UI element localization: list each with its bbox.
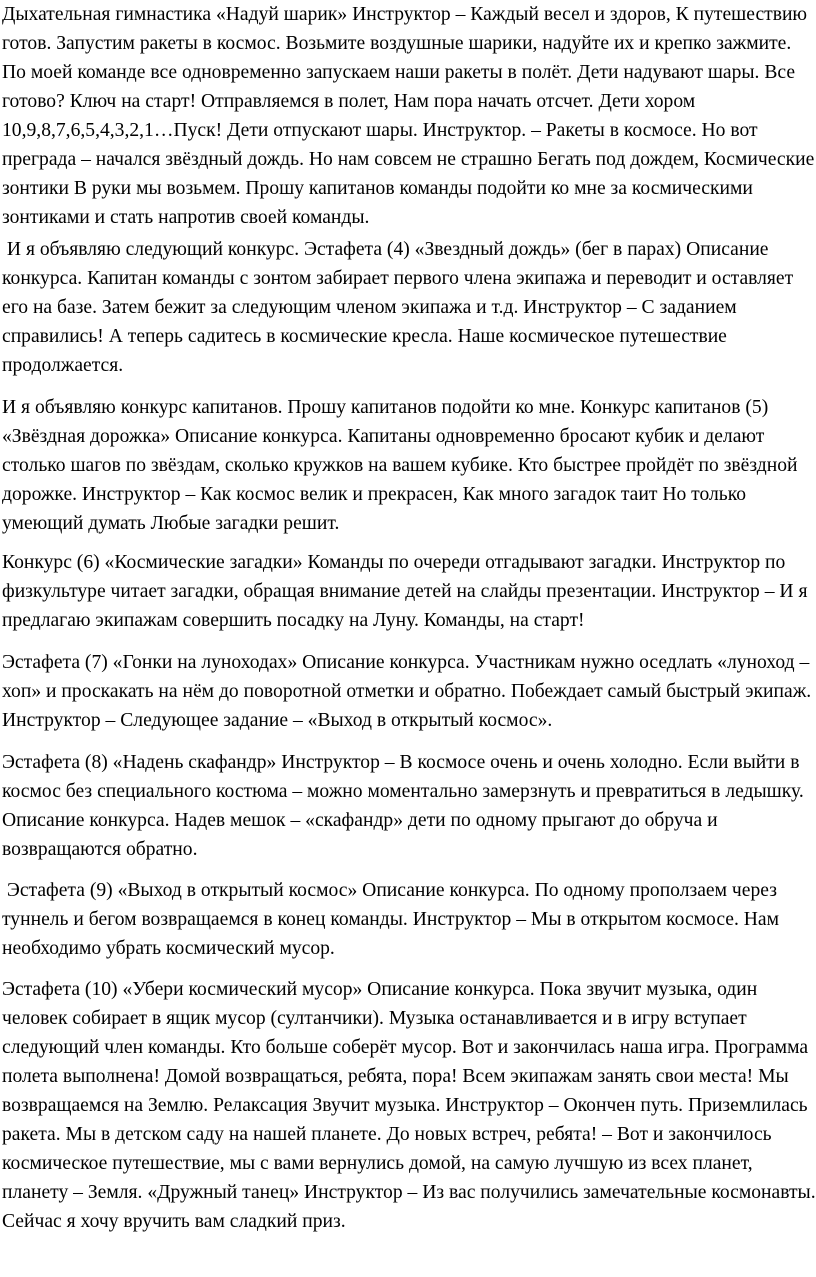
paragraph-space-debris-relay: Эстафета (10) «Убери космический мусор» Описание конкурса. Пока звучит музыка, один человек собирает в ящик мусор (султанчики). Музыка останавливается и в игру вступает следующий член команды. Кто больше соберёт мусор. Вот и закончилась наша игра. Программа полета выполнена! Домой возвращаться, ребята, пора! Всем экипажам занять свои места! Мы возвращаемся на Землю. Релаксация Звучит музыка. Инструктор – Окончен путь. Приземлилась ракета. Мы в детском саду на нашей планете. До новых встреч, ребята! – Вот и закончилось космическое путешествие, мы с вами вернулись домой, на самую лучшую из всех планет, планету – Земля. «Дружный танец» Инструктор – Из вас получились замечательные космонавты. Сейчас я хочу вручить вам сладкий приз. [2, 979, 816, 1232]
paragraph-star-rain-relay: И я объявляю следующий конкурс. Эстафета (4) «Звездный дождь» (бег в парах) Описание конкурса. Капитан команды с зонтом забирает первого члена экипажа и переводит и оставляет его на базе. Затем бежит за следующим членом экипажа и т.д. Инструктор – С заданием справились! А теперь садитесь в космические кресла. Наше космическое путешествие продолжается. [2, 239, 799, 376]
paragraph-spacesuit-relay: Эстафета (8) «Надень скафандр» Инструктор – В космосе очень и очень холодно. Если выйти в космос без специального костюма – можно моментально замерзнуть и превратиться в ледышку. Описание конкурса. Надев мешок – «скафандр» дети по одному прыгают до обруча и возвращаются обратно. [2, 752, 809, 860]
paragraph-open-space-relay: Эстафета (9) «Выход в открытый космос» Описание конкурса. По одному проползаем через туннель и бегом возвращаемся в конец команды. Инструктор – Мы в открытом космосе. Нам необходимо убрать космический мусор. [2, 880, 784, 959]
paragraph-space-riddles: Конкурс (6) «Космические загадки» Команды по очереди отгадывают загадки. Инструктор по физкультуре читает загадки, обращая внимание детей на слайды презентации. Инструктор – И я предлагаю экипажам совершить посадку на Луну. Команды, на старт! [2, 552, 813, 631]
paragraph-balloon-breathing: Дыхательная гимнастика «Надуй шарик» Инструктор – Каждый весел и здоров, К путешествию готов. Запустим ракеты в космос. Возьмите воздушные шарики, надуйте их и крепко зажмите. По моей команде все одновременно запускаем наши ракеты в полёт. Дети надувают шары. Все готово? Ключ на старт! Отправляемся в полет, Нам пора начать отсчет. Дети хором 10,9,8,7,6,5,4,3,2,1…Пуск! Дети отпускают шары. Инструктор. – Ракеты в космосе. Но вот преграда – начался звёздный дождь. Но нам совсем не страшно Бегать под дождем, Космические зонтики В руки мы возьмем. Прошу капитанов команды подойти ко мне за космическими зонтиками и стать напротив своей команды. [2, 4, 815, 228]
paragraph-captains-contest: И я объявляю конкурс капитанов. Прошу капитанов подойти ко мне. Конкурс капитанов (5) «Звёздная дорожка» Описание конкурса. Капитаны одновременно бросают кубик и делают столько шагов по звёздам, сколько кружков на вашем кубике. Кто быстрее пройдёт по звёздной дорожке. Инструктор – Как космос велик и прекрасен, Как много загадок таит Но только умеющий думать Любые загадки решит. [2, 397, 803, 534]
paragraph-lunar-rover-race: Эстафета (7) «Гонки на луноходах» Описание конкурса. Участникам нужно оседлать «луноход – хоп» и проскакать на нём до поворотной отметки и обратно. Побеждает самый быстрый экипаж. Инструктор – Следующее задание – «Выход в открытый космос». [2, 652, 816, 731]
